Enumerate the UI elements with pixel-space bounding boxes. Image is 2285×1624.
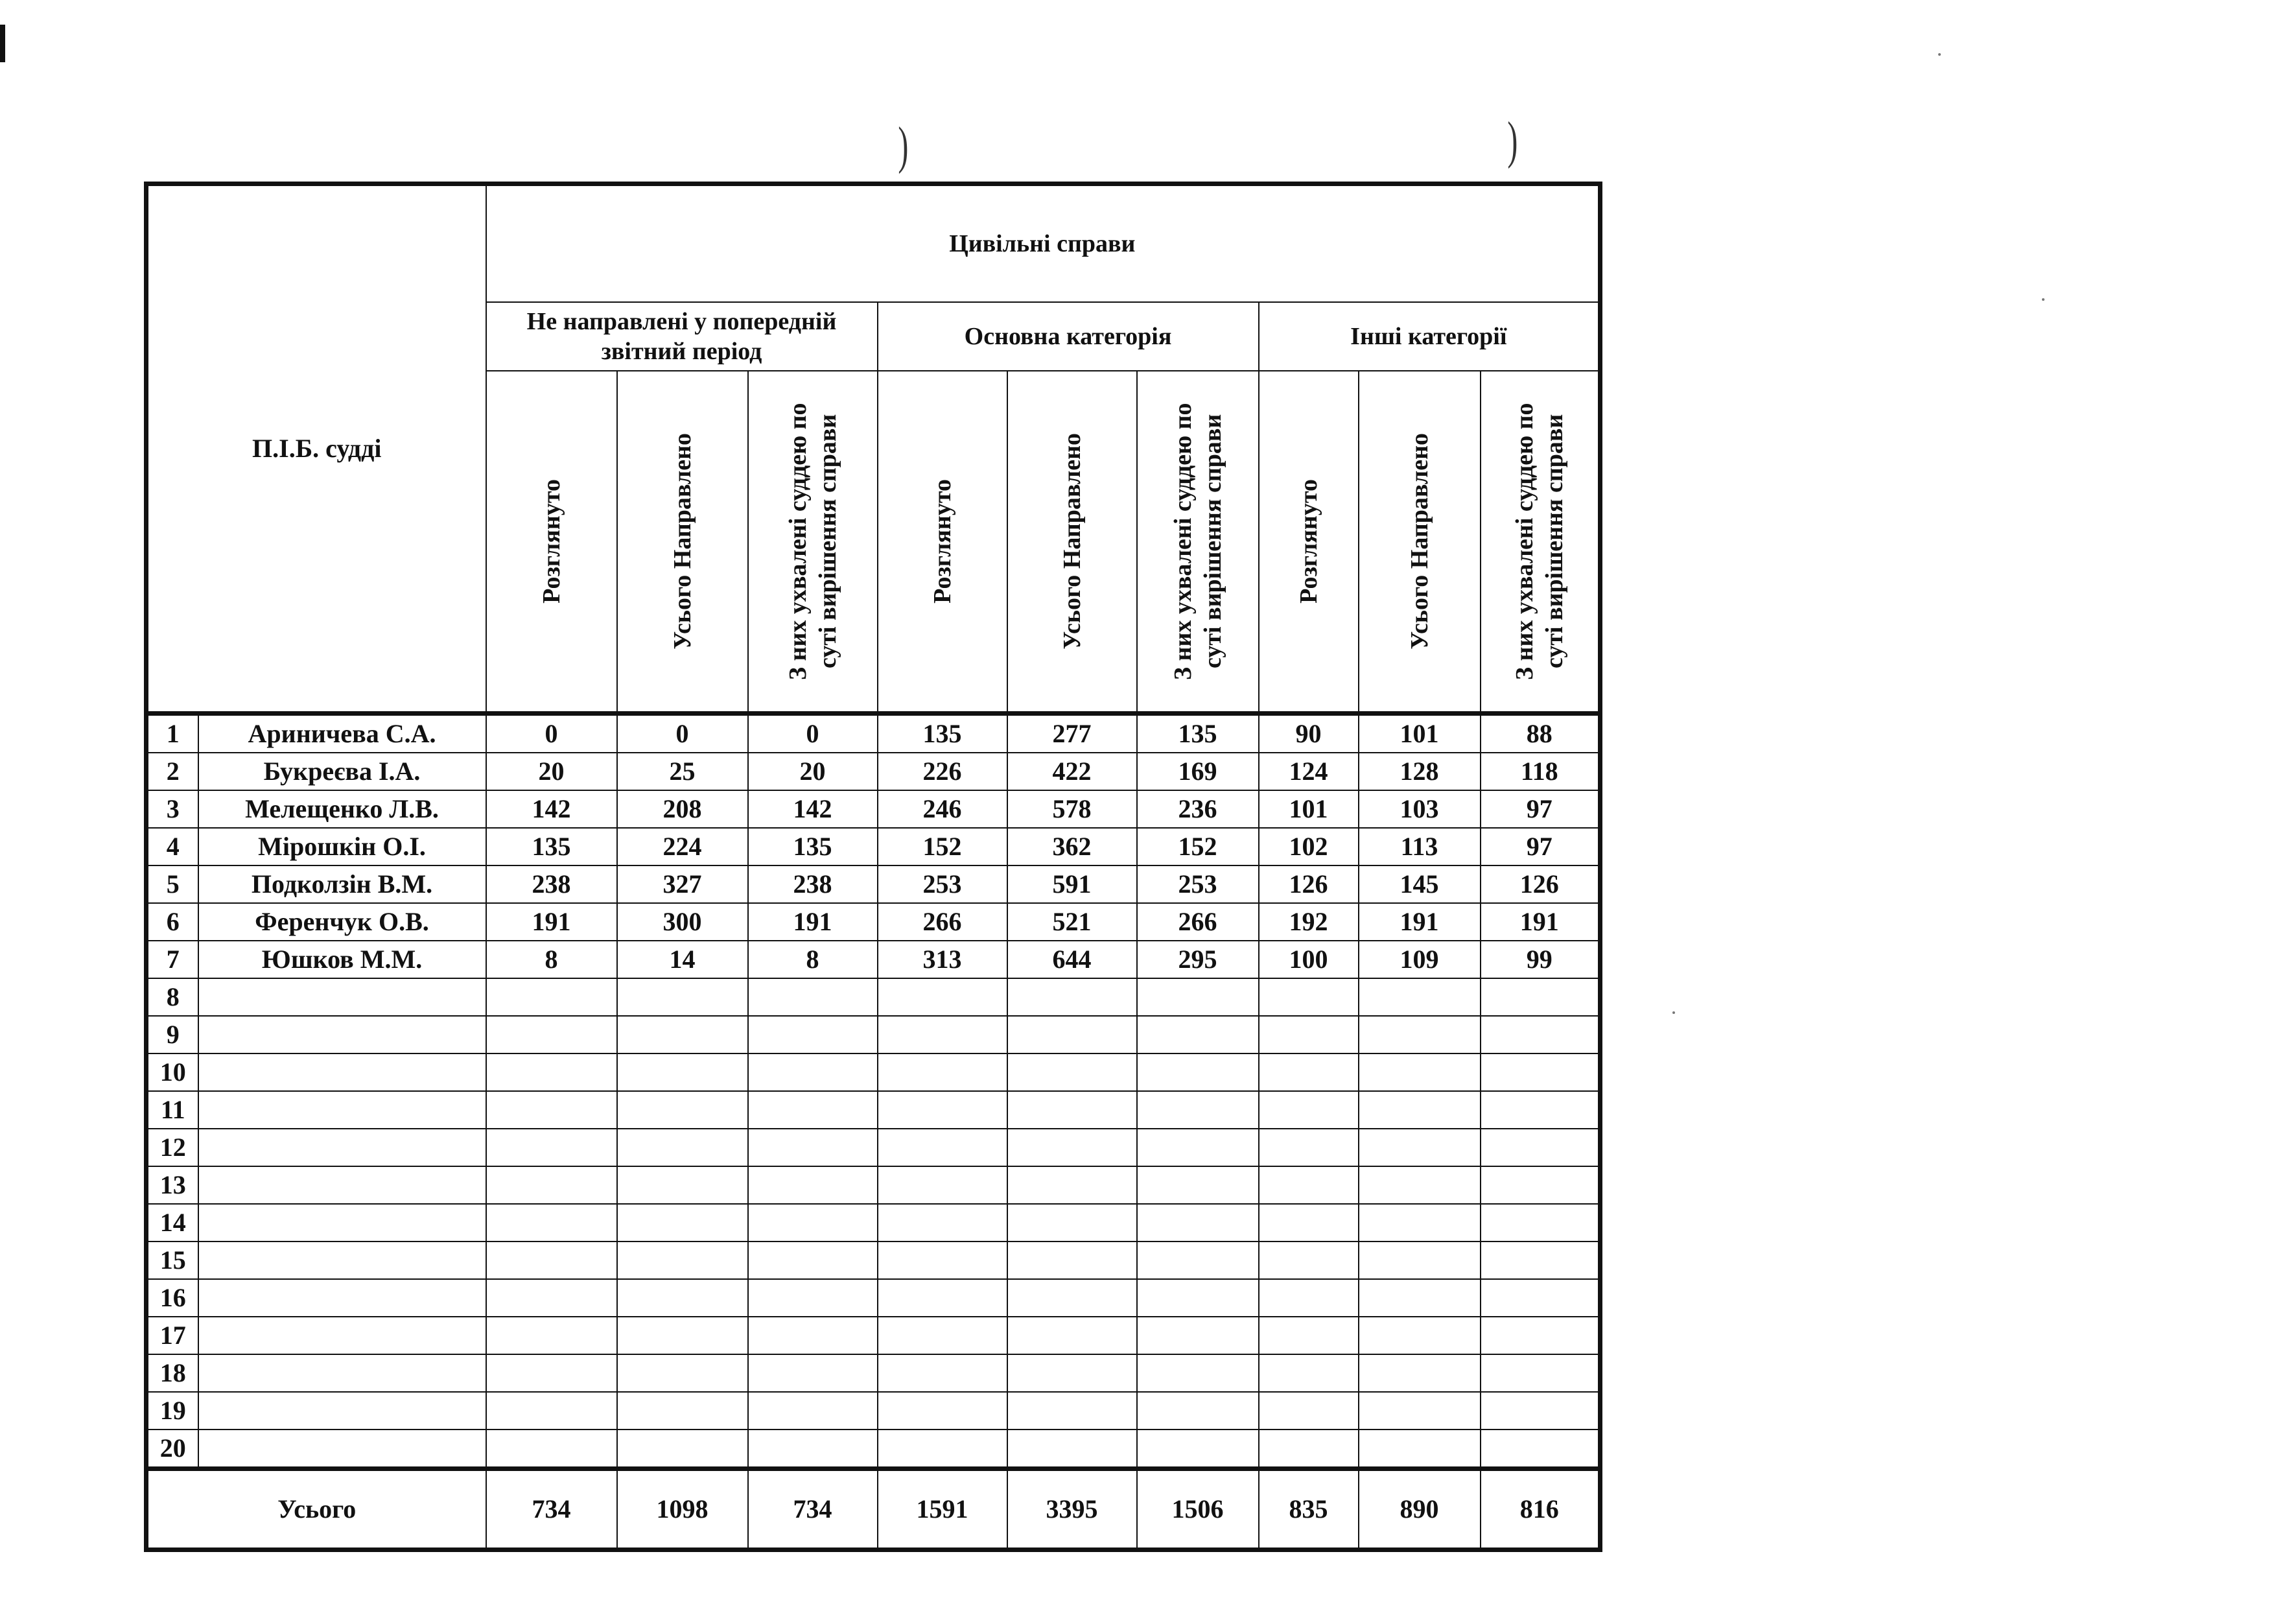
value-cell (1007, 1053, 1137, 1091)
value-cell (1481, 978, 1600, 1016)
value-cell: 152 (1137, 828, 1259, 865)
judge-name: Подколзін В.М. (198, 865, 486, 903)
value-cell (1481, 1053, 1600, 1091)
judge-name: Ариничева С.А. (198, 713, 486, 753)
value-cell (486, 1242, 617, 1279)
table-row (146, 790, 1600, 828)
value-cell (486, 1053, 617, 1091)
value-cell: 126 (1259, 865, 1359, 903)
value-cell (1259, 1091, 1359, 1129)
value-cell (1481, 1204, 1600, 1242)
value-cell (1007, 1129, 1137, 1166)
value-cell (1007, 1354, 1137, 1392)
value-cell (1007, 1091, 1137, 1129)
row-number: 17 (146, 1317, 198, 1354)
value-cell (1137, 1016, 1259, 1053)
value-cell: 253 (878, 865, 1007, 903)
col-header-reviewed (1259, 371, 1359, 713)
col-header-text: З них ухвалені суддею по суті вирішення справи (1510, 402, 1568, 680)
value-cell (878, 1354, 1007, 1392)
civil-cases-report-table (144, 182, 1602, 1552)
value-cell (486, 1392, 617, 1430)
scan-speck (2042, 298, 2045, 301)
value-cell: 266 (878, 903, 1007, 941)
value-cell (1359, 1129, 1481, 1166)
col-header-decided-on-merits (748, 371, 878, 713)
row-number: 2 (146, 753, 198, 790)
table-row (146, 978, 1600, 1016)
value-cell: 422 (1007, 753, 1137, 790)
value-cell: 578 (1007, 790, 1137, 828)
value-cell (1481, 1392, 1600, 1430)
value-cell (1359, 1317, 1481, 1354)
value-cell: 266 (1137, 903, 1259, 941)
value-cell: 591 (1007, 865, 1137, 903)
row-number: 12 (146, 1129, 198, 1166)
value-cell: 8 (486, 941, 617, 978)
table-row (146, 1091, 1600, 1129)
col-header-decided-on-merits (1137, 371, 1259, 713)
value-cell (617, 1279, 748, 1317)
value-cell (748, 1430, 878, 1469)
value-cell: 90 (1259, 713, 1359, 753)
row-number: 10 (146, 1053, 198, 1091)
row-number: 13 (146, 1166, 198, 1204)
value-cell (617, 1430, 748, 1469)
group-header-other-categories: Інші категорії (1259, 302, 1600, 371)
judge-name: Ференчук О.В. (198, 903, 486, 941)
value-cell: 103 (1359, 790, 1481, 828)
value-cell (1137, 1242, 1259, 1279)
value-cell: 295 (1137, 941, 1259, 978)
value-cell (748, 1053, 878, 1091)
table-row (146, 865, 1600, 903)
value-cell (748, 1129, 878, 1166)
judge-name (198, 1317, 486, 1354)
value-cell: 145 (1359, 865, 1481, 903)
value-cell: 208 (617, 790, 748, 828)
value-cell (1259, 1317, 1359, 1354)
value-cell (1137, 1317, 1259, 1354)
total-value: 3395 (1007, 1468, 1137, 1549)
value-cell (1137, 1129, 1259, 1166)
value-cell (1359, 1016, 1481, 1053)
value-cell: 126 (1481, 865, 1600, 903)
table-row (146, 1392, 1600, 1430)
judge-name (198, 978, 486, 1016)
value-cell (1359, 1242, 1481, 1279)
col-header-text: З них ухвалені суддею по суті вирішення справи (1169, 402, 1226, 680)
group-header-main-category: Основна категорія (878, 302, 1259, 371)
row-number: 8 (146, 978, 198, 1016)
value-cell: 142 (486, 790, 617, 828)
value-cell: 25 (617, 753, 748, 790)
value-cell (878, 1242, 1007, 1279)
table-row (146, 1242, 1600, 1279)
row-number: 16 (146, 1279, 198, 1317)
value-cell: 191 (1481, 903, 1600, 941)
value-cell: 101 (1259, 790, 1359, 828)
value-cell: 327 (617, 865, 748, 903)
value-cell: 644 (1007, 941, 1137, 978)
total-value: 835 (1259, 1468, 1359, 1549)
value-cell (1359, 1354, 1481, 1392)
judge-name: Мелещенко Л.В. (198, 790, 486, 828)
judge-name (198, 1129, 486, 1166)
value-cell: 97 (1481, 828, 1600, 865)
judge-name (198, 1166, 486, 1204)
value-cell (1007, 1204, 1137, 1242)
col-header-text: Розглянуто (537, 478, 565, 604)
value-cell (1137, 978, 1259, 1016)
value-cell: 14 (617, 941, 748, 978)
value-cell: 113 (1359, 828, 1481, 865)
judge-name (198, 1091, 486, 1129)
table-body (146, 713, 1600, 1468)
table-row (146, 1354, 1600, 1392)
value-cell: 109 (1359, 941, 1481, 978)
value-cell (748, 1317, 878, 1354)
value-cell (1481, 1016, 1600, 1053)
judge-name (198, 1430, 486, 1469)
value-cell (617, 978, 748, 1016)
row-number: 11 (146, 1091, 198, 1129)
value-cell: 236 (1137, 790, 1259, 828)
judge-name: Букреєва І.А. (198, 753, 486, 790)
table-row (146, 753, 1600, 790)
row-number: 20 (146, 1430, 198, 1469)
value-cell (878, 1392, 1007, 1430)
value-cell: 238 (486, 865, 617, 903)
col-header-text: Усього Направлено (1405, 432, 1433, 650)
value-cell: 226 (878, 753, 1007, 790)
total-value: 1506 (1137, 1468, 1259, 1549)
value-cell (748, 978, 878, 1016)
value-cell (878, 1166, 1007, 1204)
table-row (146, 1279, 1600, 1317)
judge-name (198, 1242, 486, 1279)
value-cell (1481, 1091, 1600, 1129)
value-cell: 88 (1481, 713, 1600, 753)
value-cell: 99 (1481, 941, 1600, 978)
value-cell (1259, 1392, 1359, 1430)
total-value: 816 (1481, 1468, 1600, 1549)
col-header-total-sent (1007, 371, 1137, 713)
value-cell (1481, 1317, 1600, 1354)
value-cell (1007, 1279, 1137, 1317)
value-cell: 128 (1359, 753, 1481, 790)
group-header-not-sent-prev: Не направлені у попередній звітний період (486, 302, 878, 371)
value-cell (748, 1016, 878, 1053)
value-cell (878, 1129, 1007, 1166)
row-number: 19 (146, 1392, 198, 1430)
value-cell (748, 1279, 878, 1317)
value-cell: 300 (617, 903, 748, 941)
value-cell (1481, 1430, 1600, 1469)
value-cell (617, 1204, 748, 1242)
table-row (146, 903, 1600, 941)
col-header-reviewed (878, 371, 1007, 713)
table-row (146, 828, 1600, 865)
row-number: 3 (146, 790, 198, 828)
value-cell (486, 1279, 617, 1317)
value-cell (486, 1204, 617, 1242)
value-cell (1359, 978, 1481, 1016)
value-cell (617, 1129, 748, 1166)
table-row (146, 1166, 1600, 1204)
value-cell (878, 1204, 1007, 1242)
value-cell (1259, 1129, 1359, 1166)
value-cell (878, 1430, 1007, 1469)
scan-speck (1672, 1011, 1675, 1014)
value-cell (878, 1053, 1007, 1091)
col-header-text: Усього Направлено (1058, 432, 1086, 650)
value-cell: 191 (1359, 903, 1481, 941)
value-cell (1481, 1129, 1600, 1166)
col-header-total-sent (617, 371, 748, 713)
hole-punch-mark: ) (898, 117, 909, 174)
value-cell: 97 (1481, 790, 1600, 828)
value-cell (1481, 1242, 1600, 1279)
value-cell (617, 1016, 748, 1053)
table-row (146, 713, 1600, 753)
col-header-text: З них ухвалені суддею по суті вирішення справи (784, 402, 841, 680)
value-cell (748, 1091, 878, 1129)
total-row (146, 1468, 1600, 1549)
value-cell (486, 1129, 617, 1166)
value-cell: 135 (748, 828, 878, 865)
value-cell: 238 (748, 865, 878, 903)
value-cell (1137, 1354, 1259, 1392)
hole-punch-mark: ) (1507, 112, 1518, 169)
value-cell (1007, 978, 1137, 1016)
total-value: 734 (748, 1468, 878, 1549)
judge-name: Мірошкін О.І. (198, 828, 486, 865)
judge-name (198, 1204, 486, 1242)
value-cell: 246 (878, 790, 1007, 828)
table-row (146, 1317, 1600, 1354)
value-cell (486, 1430, 617, 1469)
value-cell (1137, 1166, 1259, 1204)
value-cell (878, 978, 1007, 1016)
value-cell (617, 1053, 748, 1091)
value-cell (748, 1242, 878, 1279)
value-cell (486, 978, 617, 1016)
row-number: 14 (146, 1204, 198, 1242)
value-cell (1359, 1053, 1481, 1091)
value-cell (617, 1392, 748, 1430)
judge-name (198, 1354, 486, 1392)
table-row (146, 941, 1600, 978)
value-cell: 124 (1259, 753, 1359, 790)
value-cell (1259, 1430, 1359, 1469)
value-cell (1007, 1430, 1137, 1469)
table-row (146, 1016, 1600, 1053)
value-cell (1359, 1091, 1481, 1129)
value-cell (1481, 1279, 1600, 1317)
row-number: 7 (146, 941, 198, 978)
value-cell: 8 (748, 941, 878, 978)
value-cell: 224 (617, 828, 748, 865)
value-cell (1259, 1354, 1359, 1392)
value-cell: 253 (1137, 865, 1259, 903)
judge-name: Юшков М.М. (198, 941, 486, 978)
judge-name-header: П.І.Б. судді (146, 184, 486, 714)
row-number: 4 (146, 828, 198, 865)
value-cell (617, 1354, 748, 1392)
table-row (146, 1053, 1600, 1091)
value-cell (1481, 1354, 1600, 1392)
value-cell (1359, 1279, 1481, 1317)
judge-name (198, 1053, 486, 1091)
table-row (146, 1204, 1600, 1242)
value-cell (1007, 1166, 1137, 1204)
value-cell (1007, 1242, 1137, 1279)
value-cell (1359, 1392, 1481, 1430)
value-cell (1359, 1166, 1481, 1204)
value-cell (1137, 1430, 1259, 1469)
value-cell: 101 (1359, 713, 1481, 753)
col-header-reviewed (486, 371, 617, 713)
judge-name (198, 1279, 486, 1317)
value-cell: 20 (748, 753, 878, 790)
value-cell: 0 (486, 713, 617, 753)
value-cell: 362 (1007, 828, 1137, 865)
value-cell (486, 1166, 617, 1204)
value-cell: 20 (486, 753, 617, 790)
value-cell (1007, 1016, 1137, 1053)
value-cell: 0 (748, 713, 878, 753)
value-cell (1137, 1091, 1259, 1129)
value-cell (878, 1091, 1007, 1129)
total-label: Усього (146, 1468, 486, 1549)
value-cell: 192 (1259, 903, 1359, 941)
table-row (146, 1430, 1600, 1469)
value-cell (1259, 1204, 1359, 1242)
value-cell (748, 1354, 878, 1392)
total-value: 1098 (617, 1468, 748, 1549)
value-cell (1359, 1430, 1481, 1469)
value-cell (1007, 1317, 1137, 1354)
value-cell (1259, 978, 1359, 1016)
value-cell: 313 (878, 941, 1007, 978)
value-cell: 135 (1137, 713, 1259, 753)
row-number: 1 (146, 713, 198, 753)
col-header-text: Розглянуто (928, 478, 956, 604)
col-header-text: Розглянуто (1295, 478, 1322, 604)
value-cell: 277 (1007, 713, 1137, 753)
row-number: 18 (146, 1354, 198, 1392)
value-cell (748, 1392, 878, 1430)
value-cell (878, 1317, 1007, 1354)
value-cell (1259, 1016, 1359, 1053)
value-cell: 142 (748, 790, 878, 828)
value-cell: 102 (1259, 828, 1359, 865)
value-cell (1137, 1053, 1259, 1091)
value-cell: 0 (617, 713, 748, 753)
value-cell: 135 (486, 828, 617, 865)
value-cell (617, 1317, 748, 1354)
value-cell (1007, 1392, 1137, 1430)
value-cell: 135 (878, 713, 1007, 753)
col-header-text: Усього Направлено (668, 432, 696, 650)
value-cell: 191 (486, 903, 617, 941)
value-cell: 521 (1007, 903, 1137, 941)
value-cell (748, 1204, 878, 1242)
total-value: 1591 (878, 1468, 1007, 1549)
scan-edge-mark (0, 25, 5, 62)
value-cell (617, 1091, 748, 1129)
value-cell: 191 (748, 903, 878, 941)
row-number: 9 (146, 1016, 198, 1053)
value-cell: 100 (1259, 941, 1359, 978)
row-number: 6 (146, 903, 198, 941)
value-cell (486, 1317, 617, 1354)
value-cell (748, 1166, 878, 1204)
row-number: 5 (146, 865, 198, 903)
table-row (146, 1129, 1600, 1166)
value-cell (1137, 1392, 1259, 1430)
value-cell (878, 1016, 1007, 1053)
value-cell (1359, 1204, 1481, 1242)
value-cell (1259, 1166, 1359, 1204)
civil-cases-header: Цивільні справи (486, 184, 1600, 303)
value-cell (1137, 1279, 1259, 1317)
col-header-total-sent (1359, 371, 1481, 713)
value-cell: 169 (1137, 753, 1259, 790)
row-number: 15 (146, 1242, 198, 1279)
value-cell (878, 1279, 1007, 1317)
scan-speck (1938, 53, 1941, 56)
judge-name (198, 1016, 486, 1053)
judge-name (198, 1392, 486, 1430)
value-cell (1137, 1204, 1259, 1242)
value-cell (1481, 1166, 1600, 1204)
value-cell (617, 1242, 748, 1279)
value-cell: 118 (1481, 753, 1600, 790)
value-cell (1259, 1053, 1359, 1091)
value-cell (486, 1354, 617, 1392)
value-cell (617, 1166, 748, 1204)
col-header-decided-on-merits (1481, 371, 1600, 713)
total-value: 734 (486, 1468, 617, 1549)
value-cell: 152 (878, 828, 1007, 865)
total-value: 890 (1359, 1468, 1481, 1549)
value-cell (1259, 1279, 1359, 1317)
value-cell (486, 1091, 617, 1129)
value-cell (486, 1016, 617, 1053)
value-cell (1259, 1242, 1359, 1279)
